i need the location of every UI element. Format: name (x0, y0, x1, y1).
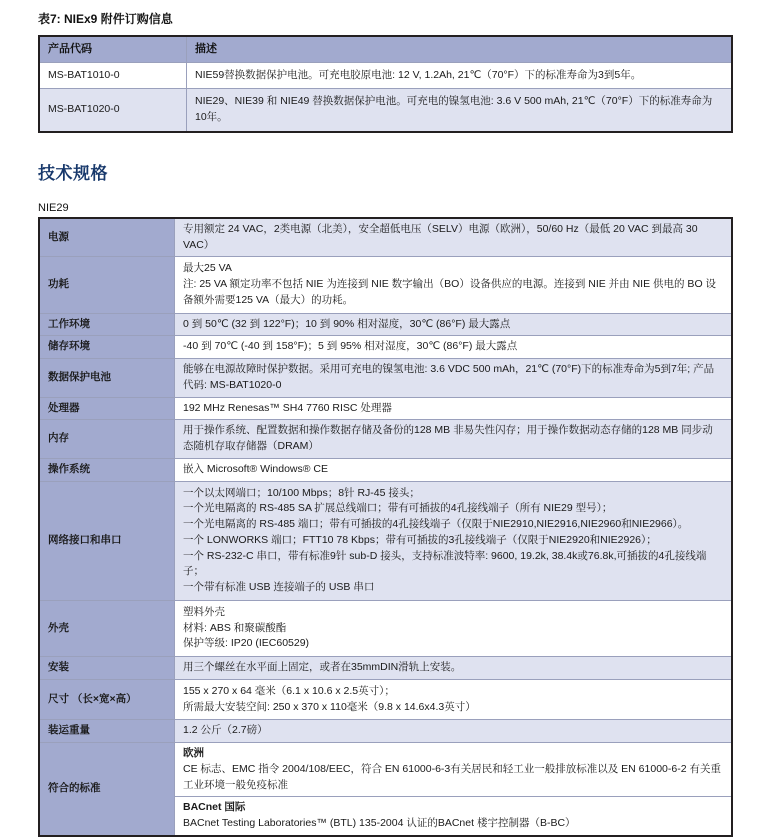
spec-value-line: 所需最大安装空间: 250 x 370 x 110毫米（9.8 x 14.6x4.3英寸） (183, 700, 476, 713)
spec-label: 数据保护电池 (39, 359, 175, 398)
spec-value (175, 257, 733, 313)
spec-value-line: 最大25 VA (183, 262, 232, 275)
spec-value: 192 MHz Renesas™ SH4 7760 RISC 处理器 (175, 397, 733, 420)
spec-value: 用三个螺丝在水平面上固定，或者在35mmDIN滑轨上安装。 (175, 657, 733, 680)
spec-value (175, 679, 733, 720)
spec-row-dimensions (39, 679, 732, 720)
product-code-cell: MS-BAT1010-0 (39, 62, 187, 89)
spec-value-line: 155 x 270 x 64 毫米（6.1 x 10.6 x 2.5英寸）； (183, 684, 395, 697)
column-header-description: 描述 (187, 36, 733, 62)
spec-row-compliance (39, 743, 732, 836)
spec-label: 操作系统 (39, 458, 175, 481)
spec-label: 符合的标准 (39, 743, 175, 836)
compliance-europe-section (175, 743, 731, 797)
spec-row-memory (39, 420, 732, 459)
model-subtitle: NIE29 (38, 201, 69, 214)
spec-label (39, 679, 175, 720)
spec-value-line: 一个光电隔离的 RS-485 SA 扩展总线端口；带有可插拔的4孔接线端子（所有 NIE29 型号）； (183, 502, 613, 515)
product-code-cell: MS-BAT1020-0 (39, 89, 187, 132)
column-header-product-code: 产品代码 (39, 36, 187, 62)
description-cell: NIE29、NIE39 和 NIE49 替换数据保护电池。可充电的镍氢电池: 3.6 V 500 mAh, 21℃（70°F）下的标准寿命为10年。 (187, 89, 733, 132)
spec-label: 储存环境 (39, 336, 175, 359)
spec-value-line: 一个 RS-232-C 串口，带有标准9针 sub-D 接头，支持标准波特率: 9600, 19.2k, 38.4k或76.8k,可插拔的4孔接线端子； (183, 549, 707, 578)
spec-label-line: （长×宽×高） (71, 692, 137, 705)
spec-label: 功耗 (39, 257, 175, 313)
compliance-bacnet-section (175, 797, 731, 835)
spec-value-line: 塑料外壳 (183, 605, 225, 618)
spec-row-power (39, 218, 732, 257)
spec-value: 嵌入 Microsoft® Windows® CE (175, 458, 733, 481)
spec-row-storage-environment (39, 336, 732, 359)
table7-caption: 表7: NIEx9 附件订购信息 (38, 12, 173, 26)
spec-value-line: 注: 25 VA 额定功率不包括 NIE 为连接到 NIE 数字输出（BO）设备供应的电源。连接到 NIE 并由 NIE 供电的 BO 设备额外需要125 VA（最大）的功耗。 (183, 278, 717, 306)
spec-value (175, 743, 733, 836)
spec-row-housing (39, 600, 732, 656)
section-title: 技术规格 (38, 163, 108, 183)
spec-row-data-protection-battery (39, 359, 732, 398)
table-header-row (39, 36, 732, 62)
spec-label: 安装 (39, 657, 175, 680)
spec-label: 工作环境 (39, 313, 175, 336)
spec-value: 用于操作系统、配置数据和操作数据存储及备份的128 MB 非易失性闪存；用于操作数据动态存储的128 MB 同步动态随机存取存储器（DRAM） (175, 420, 733, 459)
spec-row-operating-environment (39, 313, 732, 336)
spec-value-line: 一个 LONWORKS 端口；FTT10 78 Kbps；带有可插拔的3孔接线端子（仅限于NIE2920和NIE2926）； (183, 533, 657, 546)
spec-value: 能够在电源故障时保护数据。采用可充电的镍氢电池: 3.6 VDC 500 mAh，21℃ (70°F)下的标准寿命为5到7年; 产品代码: MS-BAT1020-0 (175, 359, 733, 398)
spec-label: 装运重量 (39, 720, 175, 743)
table-row (39, 89, 732, 132)
spec-value-line: 一个带有标准 USB 连接端子的 USB 串口 (183, 581, 375, 593)
spec-table (38, 217, 733, 837)
spec-row-shipping-weight (39, 720, 732, 743)
spec-value (175, 600, 733, 656)
compliance-bacnet-title: BACnet 国际 (183, 801, 246, 814)
compliance-europe-text: CE 标志、EMC 指令 2004/108/EEC，符合 EN 61000-6-3有关居民和轻工业一般排放标准以及 EN 61000-6-2 有关重工业环境一般免疫标准 (183, 762, 721, 791)
spec-value: 0 到 50℃ (32 到 122°F)；10 到 90% 相对湿度，30℃ (86°F) 最大露点 (175, 313, 733, 336)
spec-value-line: 保护等级: IP20 (IEC60529) (183, 637, 310, 650)
spec-value-line: 一个以太网端口；10/100 Mbps；8针 RJ-45 接头； (183, 486, 420, 499)
spec-row-mounting (39, 657, 732, 680)
spec-row-network-serial-ports (39, 481, 732, 600)
table-row (39, 62, 732, 89)
description-cell: NIE59替换数据保护电池。可充电胶原电池: 12 V, 1.2Ah, 21℃（70°F）下的标准寿命为3到5年。 (187, 62, 733, 89)
compliance-europe-title: 欧洲 (183, 747, 204, 759)
accessory-order-table (38, 35, 733, 133)
spec-value-line: 材料: ABS 和聚碳酸酯 (183, 621, 287, 634)
spec-label: 电源 (39, 218, 175, 257)
spec-value: -40 到 70℃ (-40 到 158°F)；5 到 95% 相对湿度，30℃ (86°F) 最大露点 (175, 336, 733, 359)
spec-label: 网络接口和串口 (39, 481, 175, 600)
spec-value: 专用额定 24 VAC，2类电源（北美），安全超低电压（SELV）电源（欧洲），50/60 Hz（最低 20 VAC 到最高 30 VAC） (175, 218, 733, 257)
spec-label: 内存 (39, 420, 175, 459)
spec-label-line: 尺寸 (48, 692, 69, 705)
spec-row-operating-system (39, 458, 732, 481)
spec-row-processor (39, 397, 732, 420)
compliance-bacnet-text: BACnet Testing Laboratories™ (BTL) 135-2004 认证的BACnet 楼宇控制器（B-BC） (183, 817, 576, 829)
spec-label: 外壳 (39, 600, 175, 656)
spec-value (175, 481, 733, 600)
spec-value: 1.2 公斤（2.7磅） (175, 720, 733, 743)
spec-row-power-consumption (39, 257, 732, 313)
spec-label: 处理器 (39, 397, 175, 420)
spec-value-line: 一个光电隔离的 RS-485 端口；带有可插拔的4孔接线端子（仅限于NIE2910,NIE2916,NIE2960和NIE2966）。 (183, 518, 689, 530)
